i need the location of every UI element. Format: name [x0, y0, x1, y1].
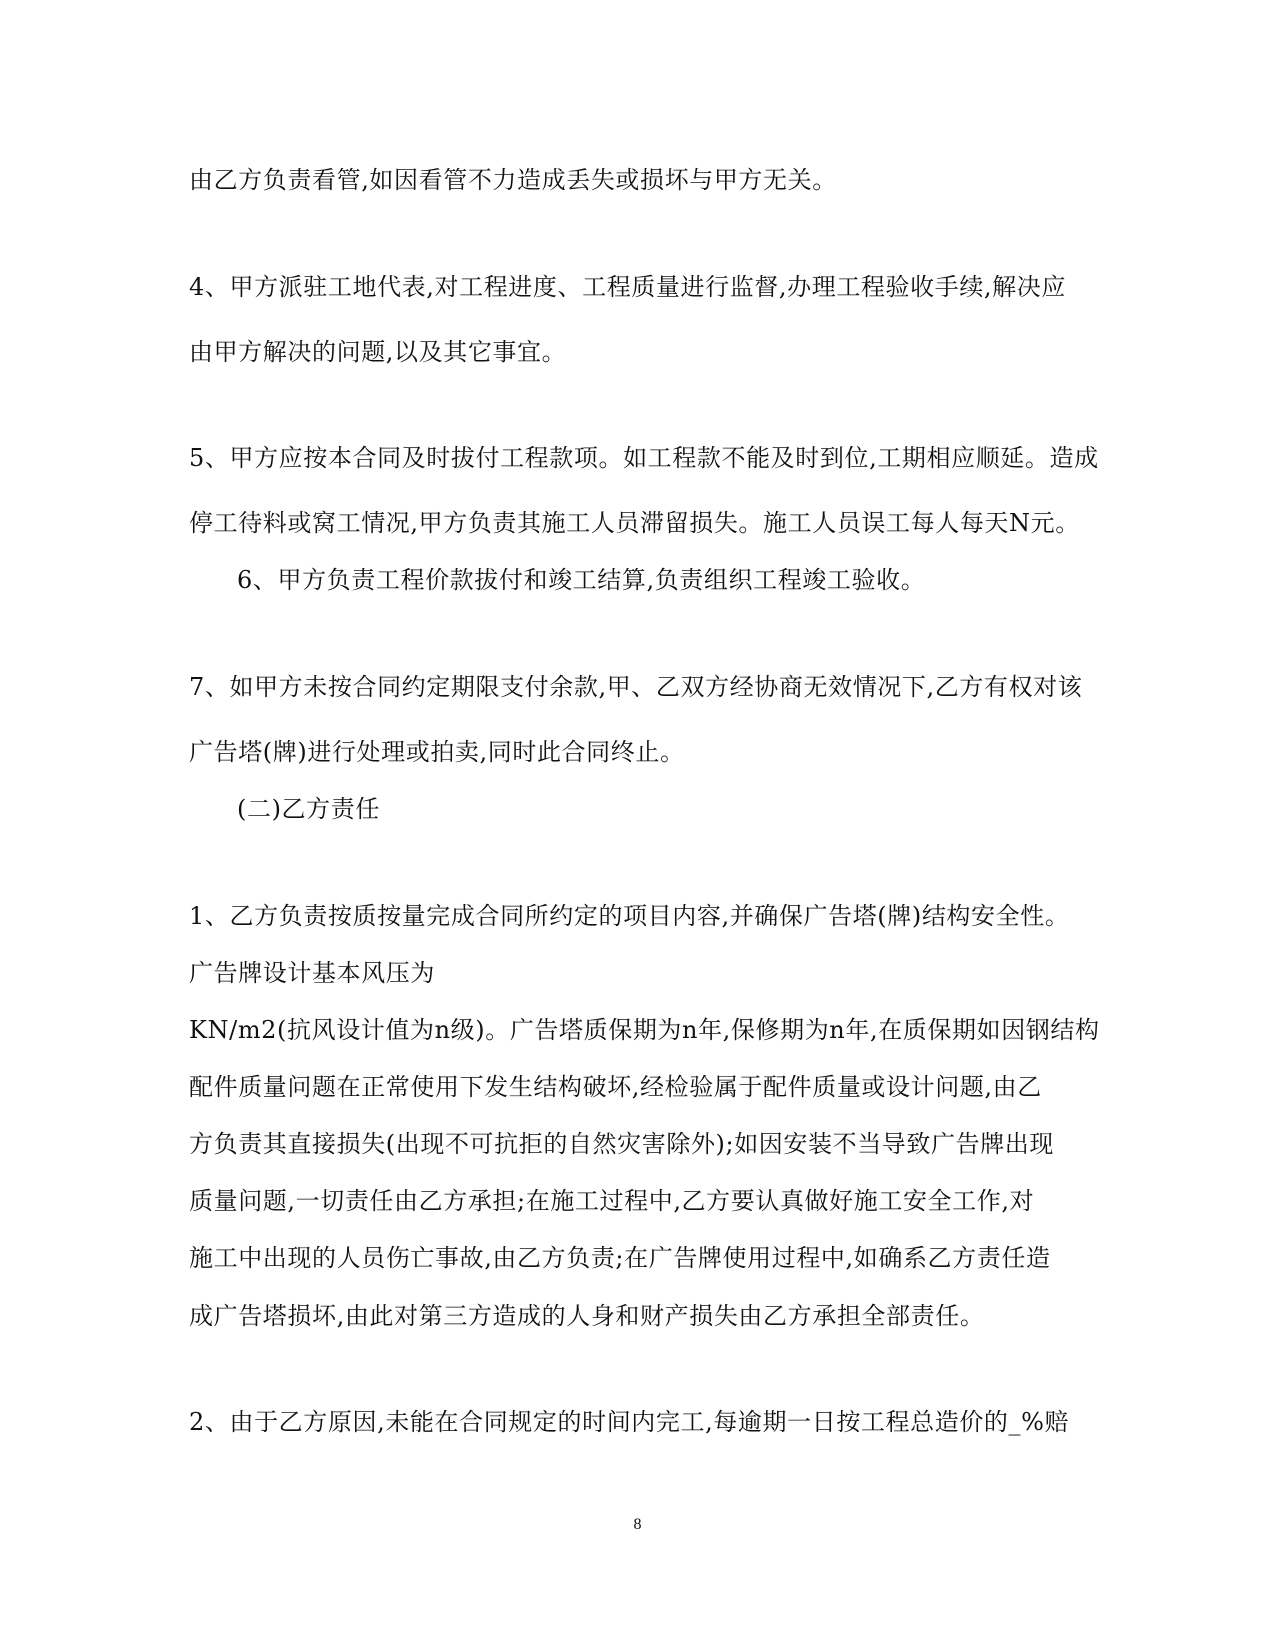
text-line: 由乙方负责看管,如因看管不力造成丢失或损坏与甲方无关。: [189, 166, 837, 194]
text-line: 配件质量问题在正常使用下发生结构破坏,经检验属于配件质量或设计问题,由乙: [189, 1073, 1042, 1101]
text-line: 质量问题,一切责任由乙方承担;在施工过程中,乙方要认真做好施工安全工作,对: [189, 1187, 1035, 1215]
text-line: 停工待料或窝工情况,甲方负责其施工人员滞留损失。施工人员误工每人每天N元。: [189, 509, 1080, 537]
text-line: 6、甲方负责工程价款拔付和竣工结算,负责组织工程竣工验收。: [237, 566, 926, 594]
page-number: 8: [633, 1516, 642, 1533]
text-line: 5、甲方应按本合同及时拔付工程款项。如工程款不能及时到位,工期相应顺延。造成: [189, 444, 1099, 472]
text-line: 成广告塔损坏,由此对第三方造成的人身和财产损失由乙方承担全部责任。: [189, 1302, 985, 1330]
text-line: 1、乙方负责按质按量完成合同所约定的项目内容,并确保广告塔(牌)结构安全性。: [189, 902, 1070, 930]
text-line: 广告牌设计基本风压为: [189, 959, 435, 987]
text-line: 由甲方解决的问题,以及其它事宜。: [189, 338, 567, 366]
text-line: 方负责其直接损失(出现不可抗拒的自然灾害除外);如因安装不当导致广告牌出现: [189, 1130, 1055, 1158]
section-heading: (二)乙方责任: [237, 795, 380, 823]
text-line: 广告塔(牌)进行处理或拍卖,同时此合同终止。: [189, 738, 685, 766]
text-line: 7、如甲方未按合同约定期限支付余款,甲、乙双方经协商无效情况下,乙方有权对该: [189, 673, 1083, 701]
text-line: 4、甲方派驻工地代表,对工程进度、工程质量进行监督,办理工程验收手续,解决应: [189, 273, 1066, 301]
text-line: 施工中出现的人员伤亡事故,由乙方负责;在广告牌使用过程中,如确系乙方责任造: [189, 1244, 1051, 1272]
text-line: 2、由于乙方原因,未能在合同规定的时间内完工,每逾期一日按工程总造价的_%赔: [189, 1408, 1070, 1436]
text-line: KN/m2(抗风设计值为n级)。广告塔质保期为n年,保修期为n年,在质保期如因钢结构: [189, 1016, 1100, 1044]
